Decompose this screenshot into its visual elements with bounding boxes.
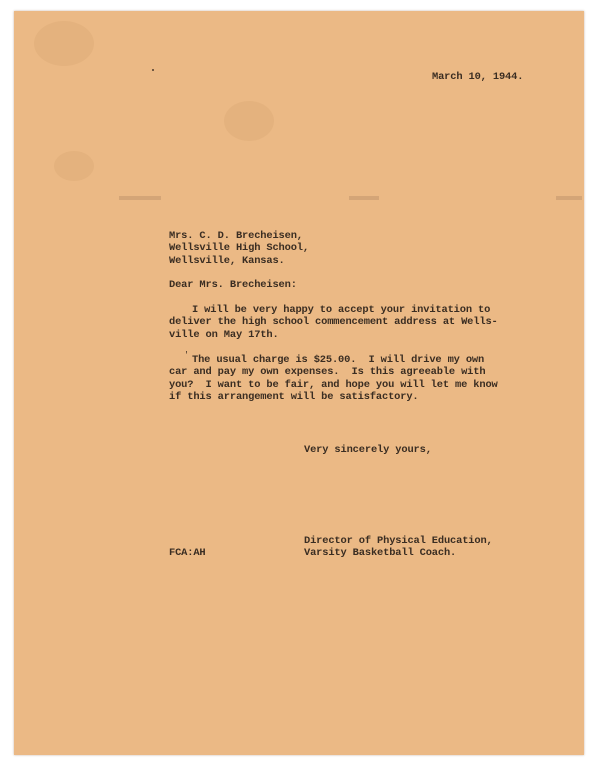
faint-mark — [119, 196, 161, 200]
body-line: deliver the high school commencement address at Wells- — [169, 316, 498, 328]
recipient-line: Mrs. C. D. Brecheisen, — [169, 230, 303, 242]
faint-mark — [349, 196, 379, 200]
ink-mark: ' — [184, 351, 189, 360]
signature-title: Varsity Basketball Coach. — [304, 547, 457, 559]
paper-stain — [54, 151, 94, 181]
recipient-line: Wellsville High School, — [169, 242, 309, 254]
body-line: you? I want to be fair, and hope you will let me know — [169, 379, 498, 391]
body-line: I will be very happy to accept your invitation to — [192, 304, 491, 316]
signature-title: Director of Physical Education, — [304, 535, 493, 547]
paper-stain — [34, 21, 94, 66]
faint-mark — [556, 196, 582, 200]
letter-page — [14, 11, 584, 755]
body-line: The usual charge is $25.00. I will drive my own — [192, 354, 485, 366]
recipient-line: Wellsville, Kansas. — [169, 255, 285, 267]
letter-date: March 10, 1944. — [432, 71, 524, 83]
ink-dot — [152, 69, 154, 71]
body-line: ville on May 17th. — [169, 329, 279, 341]
salutation: Dear Mrs. Brecheisen: — [169, 279, 297, 291]
body-line: if this arrangement will be satisfactory. — [169, 391, 419, 403]
closing: Very sincerely yours, — [304, 444, 432, 456]
paper-stain — [224, 101, 274, 141]
typist-initials: FCA:AH — [169, 547, 206, 559]
body-line: car and pay my own expenses. Is this agreeable with — [169, 366, 486, 378]
